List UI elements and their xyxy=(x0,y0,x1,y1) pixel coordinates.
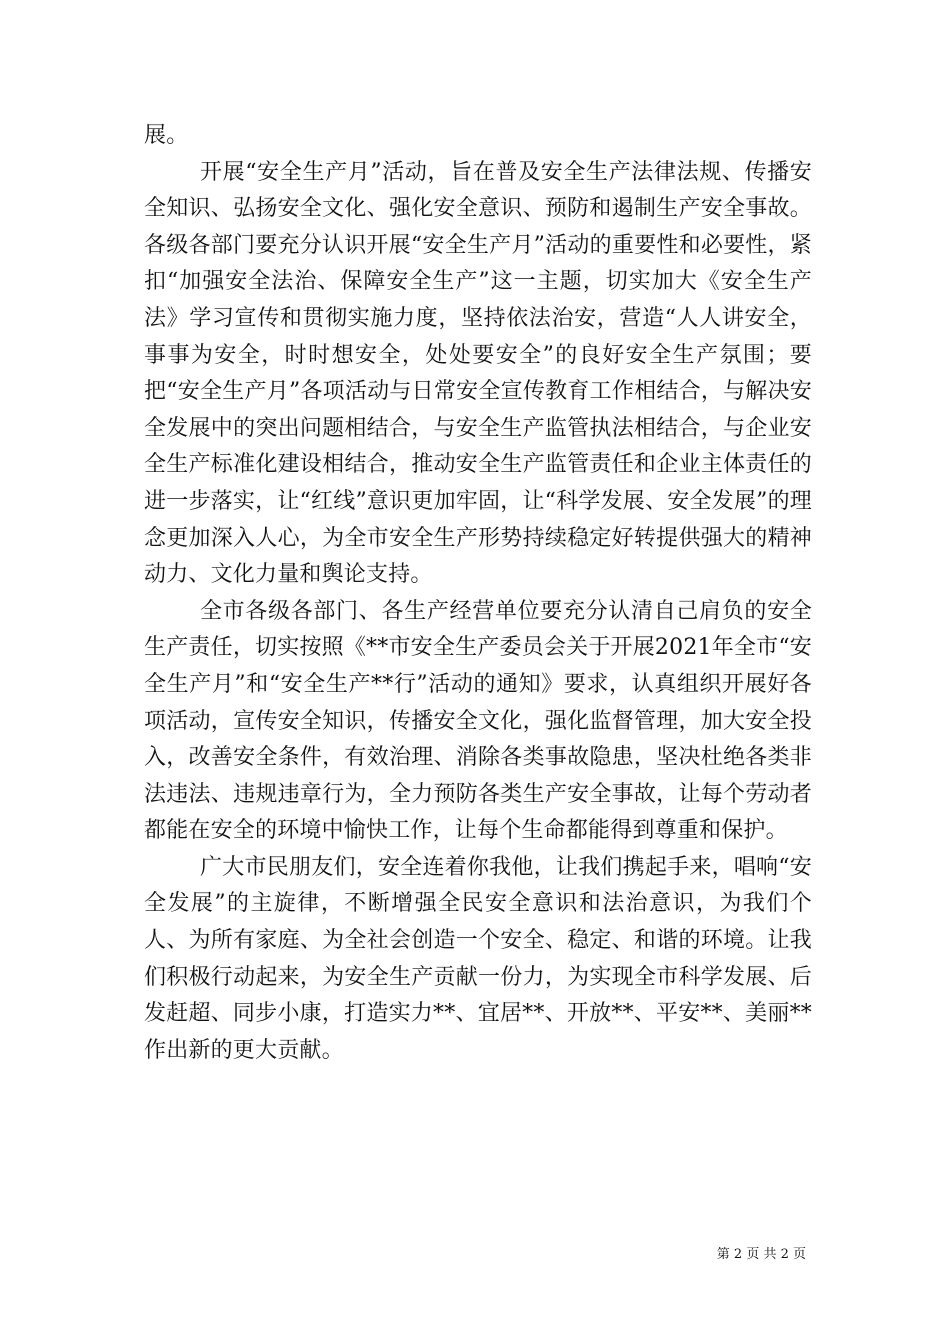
paragraph-call-to-citizens: 广大市民朋友们，安全连着你我他，让我们携起手来，唱响“安全发展”的主旋律，不断增强全民安全意识和法治意识，为我们个人、为所有家庭、为全社会创造一个安全、稳定、和谐的环境。让我们积极行动起来，为安全生产贡献一份力，为实现全市科学发展、后发赶超、同步小康，打造实力**、宜居**、开放**、平安**、美丽**作出新的更大贡献。 xyxy=(144,854,812,1063)
document-body xyxy=(144,118,812,1069)
paragraph-continuation: 展。 xyxy=(144,123,189,148)
paragraph-responsibility: 全市各级各部门、各生产经营单位要充分认清自己肩负的安全生产责任，切实按照《**市安全生产委员会关于开展2021年全市“安全生产月”和“安全生产**行”活动的通知》要求，认真组织开展好各项活动，宣传安全知识，传播安全文化，强化监督管理，加大安全投入，改善安全条件，有效治理、消除各类事故隐患，坚决杜绝各类非法违法、违规违章行为，全力预防各类生产安全事故，让每个劳动者都能在安全的环境中愉快工作，让每个生命都能得到尊重和保护。 xyxy=(144,598,812,844)
page-number: 第 2 页 共 2 页 xyxy=(716,1247,806,1262)
paragraph-safety-month-purpose: 开展“安全生产月”活动，旨在普及安全生产法律法规、传播安全知识、弘扬安全文化、强化安全意识、预防和遏制生产安全事故。各级各部门要充分认识开展“安全生产月”活动的重要性和必要性，紧扣“加强安全法治、保障安全生产”这一主题，切实加大《安全生产法》学习宣传和贯彻实施力度，坚持依法治安，营造“人人讲安全，事事为安全，时时想安全，处处要安全”的良好安全生产氛围；要把“安全生产月”各项活动与日常安全宣传教育工作相结合，与解决安全发展中的突出问题相结合，与安全生产监管执法相结合，与企业安全生产标准化建设相结合，推动安全生产监管责任和企业主体责任的进一步落实，让“红线”意识更加牢固，让“科学发展、安全发展”的理念更加深入人心，为全市安全生产形势持续稳定好转提供强大的精神动力、文化力量和舆论支持。 xyxy=(144,159,812,588)
